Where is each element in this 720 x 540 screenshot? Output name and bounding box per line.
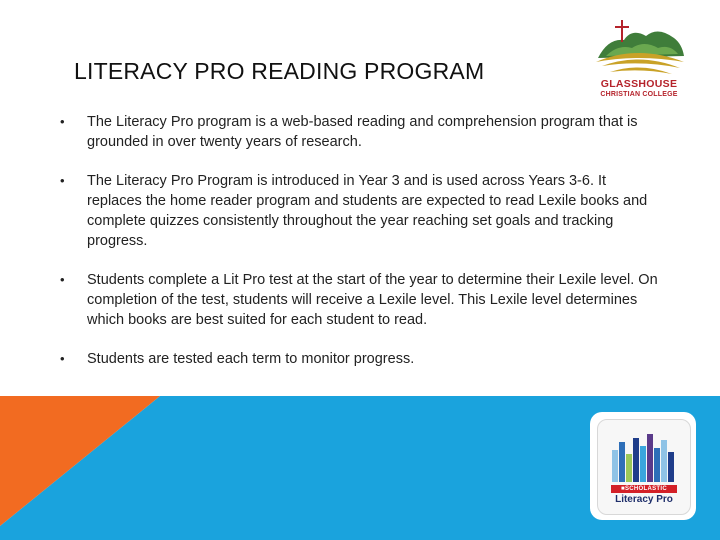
slide-title: LITERACY PRO READING PROGRAM: [74, 58, 485, 84]
logo-name: GLASSHOUSE: [600, 78, 678, 90]
bullet-item: [58, 349, 658, 369]
bullet-item: [58, 270, 658, 330]
bullet-text: Students are tested each term to monitor progress.: [87, 351, 415, 367]
bullet-list: [58, 112, 658, 388]
literacy-pro-app-icon: [590, 412, 696, 520]
logo-subtitle: CHRISTIAN COLLEGE: [600, 91, 678, 98]
app-icon-tile: [597, 419, 691, 515]
bullet-dot: •: [60, 351, 65, 366]
bullet-dot: •: [60, 173, 65, 188]
bullet-text: Students complete a Lit Pro test at the start of the year to determine their Lexile level. On completion of the test, students will receive a Lexile level. This Lexile level determines which books are best suited for each student to read.: [87, 272, 658, 328]
scholastic-brand-bar: ■SCHOLASTIC: [611, 485, 677, 493]
bullet-text: The Literacy Pro Program is introduced in Year 3 and is used across Years 3-6. It replaces the home reader program and students are expected to read Lexile books and complete quizzes consistently throughout the year reaching set goals and tracking progress.: [87, 173, 648, 249]
bullet-item: [58, 112, 658, 152]
bullet-dot: •: [60, 114, 65, 129]
bullet-dot: •: [60, 272, 65, 287]
app-name: Literacy Pro: [615, 494, 673, 505]
school-logo: [588, 18, 690, 104]
bullet-text: The Literacy Pro program is a web-based reading and comprehension program that is grounded in over twenty years of research.: [87, 114, 638, 150]
bullet-item: [58, 171, 658, 251]
book-spines-icon: [598, 420, 690, 484]
school-crest-icon: [588, 18, 690, 80]
